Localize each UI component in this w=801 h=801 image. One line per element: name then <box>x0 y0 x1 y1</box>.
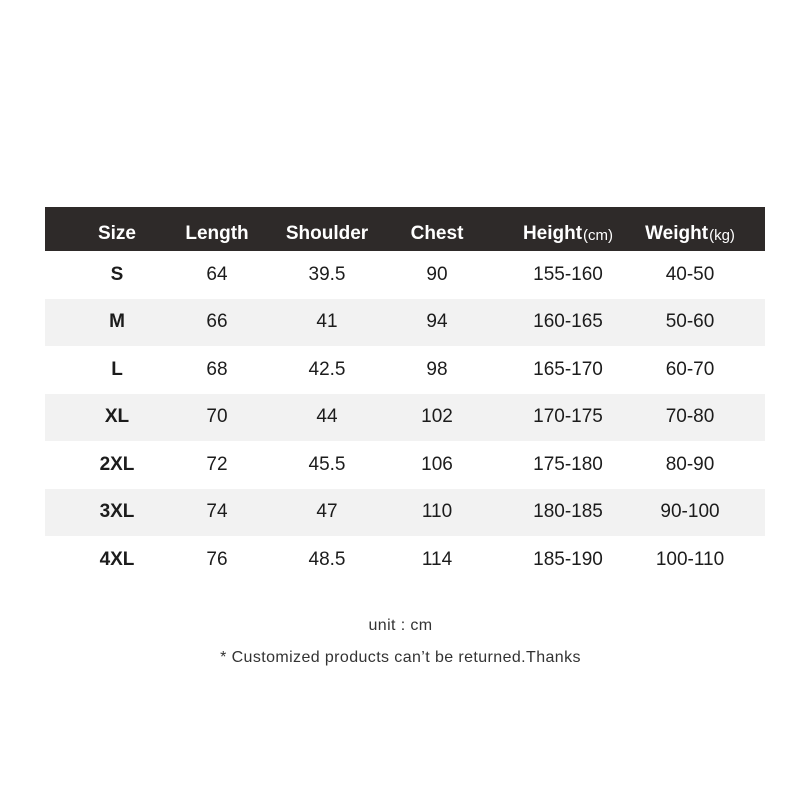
cell-weight: 80-90 <box>665 453 715 475</box>
cell-shoulder: 47 <box>316 501 338 523</box>
table-row <box>45 394 765 442</box>
header-height-unit: (cm) <box>583 226 614 244</box>
table-row <box>45 536 765 584</box>
cell-shoulder: 44 <box>316 406 338 428</box>
cell-height: 155-160 <box>533 263 603 285</box>
cell-length: 66 <box>206 311 228 333</box>
cell-shoulder: 41 <box>316 311 338 333</box>
unit-note: unit : cm <box>368 617 433 634</box>
cell-chest: 110 <box>421 501 453 523</box>
cell-height: 170-175 <box>533 406 603 428</box>
cell-height: 185-190 <box>533 548 603 570</box>
header-chest: Chest <box>410 223 464 244</box>
cell-shoulder: 45.5 <box>308 453 346 475</box>
table-header-row <box>45 207 765 251</box>
cell-weight: 90-100 <box>660 501 720 523</box>
cell-weight: 40-50 <box>665 263 715 285</box>
table-row <box>45 251 765 299</box>
header-weight: Weight (kg) <box>645 223 735 244</box>
cell-length: 76 <box>206 548 228 570</box>
size-chart-table <box>45 207 765 584</box>
cell-length: 70 <box>206 406 228 428</box>
cell-weight: 100-110 <box>655 548 725 570</box>
cell-weight: 50-60 <box>665 311 715 333</box>
cell-size: S <box>110 263 124 285</box>
cell-weight: 60-70 <box>665 358 715 380</box>
table-row <box>45 441 765 489</box>
cell-chest: 90 <box>426 263 448 285</box>
cell-height: 165-170 <box>533 358 603 380</box>
cell-chest: 114 <box>421 548 453 570</box>
cell-shoulder: 39.5 <box>308 263 346 285</box>
cell-height: 175-180 <box>533 453 603 475</box>
cell-height: 180-185 <box>533 501 603 523</box>
header-length: Length <box>185 223 249 244</box>
return-policy-note: * Customized products can’t be returned.Thanks <box>220 649 581 666</box>
cell-shoulder: 42.5 <box>308 358 346 380</box>
cell-length: 64 <box>206 263 228 285</box>
cell-chest: 102 <box>421 406 453 428</box>
cell-size: L <box>111 358 123 380</box>
header-size: Size <box>97 223 137 244</box>
cell-length: 72 <box>206 453 228 475</box>
cell-shoulder: 48.5 <box>308 548 346 570</box>
cell-size: 4XL <box>99 548 135 570</box>
header-weight-unit: (kg) <box>709 226 735 244</box>
table-row <box>45 346 765 394</box>
cell-chest: 98 <box>426 358 448 380</box>
cell-size: 3XL <box>99 501 135 523</box>
table-row <box>45 489 765 537</box>
header-shoulder: Shoulder <box>285 223 369 244</box>
cell-weight: 70-80 <box>665 406 715 428</box>
cell-length: 68 <box>206 358 228 380</box>
cell-size: XL <box>104 406 130 428</box>
cell-length: 74 <box>206 501 228 523</box>
cell-chest: 94 <box>426 311 448 333</box>
cell-height: 160-165 <box>533 311 603 333</box>
table-row <box>45 299 765 347</box>
cell-chest: 106 <box>421 453 453 475</box>
cell-size: 2XL <box>99 453 135 475</box>
cell-size: M <box>109 311 125 333</box>
header-height: Height (cm) <box>522 223 614 244</box>
